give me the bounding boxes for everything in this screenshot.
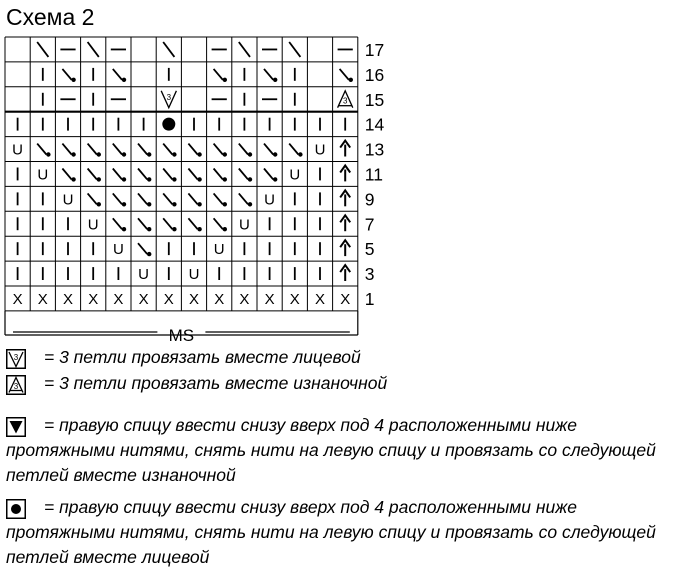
symbol-stroke bbox=[88, 169, 97, 180]
purl-3-together-icon bbox=[6, 375, 26, 395]
symbol-dot bbox=[122, 227, 126, 231]
yarn-over-slant bbox=[113, 218, 126, 231]
row-number: 13 bbox=[364, 139, 385, 160]
row-number: 11 bbox=[364, 164, 383, 185]
yarn-over-slant bbox=[214, 193, 227, 206]
symbol-letter: U bbox=[37, 166, 49, 184]
symbol-dot bbox=[223, 227, 227, 231]
legend-text-3-line-1: = правую спицу ввести снизу вверх под 4 расположенными ниже bbox=[44, 415, 577, 435]
yarn-over-slant bbox=[138, 169, 151, 182]
symbol-dot bbox=[97, 152, 101, 156]
cast-on-stitch bbox=[214, 291, 224, 308]
symbol-stroke bbox=[62, 144, 71, 155]
symbol-stroke bbox=[113, 218, 122, 229]
legend-text-3-line-2: протяжными нитями, снять нити на левую спицу и провязать со следующей bbox=[6, 440, 656, 460]
symbol-letter: X bbox=[314, 290, 326, 308]
cast-on-stitch bbox=[340, 291, 350, 308]
symbol-stroke bbox=[239, 42, 250, 57]
legend-text-2: = 3 петли провязать вместе изнаночной bbox=[44, 373, 388, 393]
yarn-over-slant bbox=[264, 144, 277, 157]
symbol-stroke bbox=[188, 218, 197, 229]
symbol-stroke bbox=[138, 243, 147, 254]
yarn-over-slant bbox=[113, 69, 126, 82]
slip-stitch bbox=[340, 166, 350, 182]
symbol-dot bbox=[147, 202, 151, 206]
purl-3-together bbox=[338, 91, 353, 108]
symbol-letter: U bbox=[87, 216, 99, 234]
symbol-dot bbox=[162, 118, 175, 131]
yarn-over bbox=[239, 216, 250, 233]
filled-dot-icon bbox=[6, 499, 26, 519]
left-decrease bbox=[289, 42, 300, 57]
symbol-dot bbox=[147, 177, 151, 181]
symbol-dot bbox=[349, 78, 353, 82]
symbol-stroke bbox=[163, 193, 172, 204]
symbol-stroke bbox=[188, 169, 197, 180]
symbol-dot bbox=[147, 227, 151, 231]
symbol-stroke bbox=[113, 69, 122, 80]
symbol-stroke bbox=[214, 193, 223, 204]
symbol-stroke bbox=[62, 69, 71, 80]
row-number: 14 bbox=[364, 114, 385, 135]
yarn-over-slant bbox=[62, 169, 75, 182]
symbol-letter: U bbox=[62, 191, 74, 209]
left-decrease bbox=[239, 42, 250, 57]
legend-text-3-line-3: петлей вместе изнаночной bbox=[6, 465, 236, 485]
yarn-over-slant bbox=[88, 169, 101, 182]
yarn-over-slant bbox=[88, 144, 101, 157]
yarn-over-slant bbox=[188, 193, 201, 206]
symbol-letter: X bbox=[62, 290, 74, 308]
symbol-letter: X bbox=[239, 290, 250, 308]
symbol-dot bbox=[172, 177, 176, 181]
symbol-stroke bbox=[163, 144, 172, 155]
symbol-letter: U bbox=[314, 141, 326, 159]
symbol-digit: 3 bbox=[166, 92, 172, 102]
symbol-dot bbox=[223, 177, 227, 181]
yarn-over-slant bbox=[113, 144, 126, 157]
symbol-dot bbox=[122, 152, 126, 156]
yarn-over-slant bbox=[239, 144, 252, 157]
symbol-stroke bbox=[113, 169, 122, 180]
symbol-letter: U bbox=[238, 216, 250, 234]
row-number: 5 bbox=[364, 239, 375, 260]
yarn-over-slant bbox=[289, 144, 302, 157]
cast-on-stitch bbox=[38, 291, 48, 308]
symbol-stroke bbox=[163, 218, 172, 229]
symbol-dot bbox=[197, 227, 201, 231]
symbol-stroke bbox=[214, 169, 223, 180]
symbol-stroke bbox=[163, 42, 174, 57]
yarn-over-slant bbox=[188, 144, 201, 157]
slip-stitch bbox=[340, 265, 350, 281]
cast-on-stitch bbox=[13, 291, 23, 308]
yarn-over-slant bbox=[113, 169, 126, 182]
row-number: 15 bbox=[364, 89, 385, 110]
symbol-dot bbox=[71, 177, 75, 181]
yarn-over-slant bbox=[138, 218, 151, 231]
row-number: 16 bbox=[364, 64, 385, 85]
cast-on-stitch bbox=[189, 291, 199, 308]
symbol-letter: U bbox=[188, 266, 200, 284]
symbol-stroke bbox=[138, 218, 147, 229]
symbol-dot bbox=[248, 152, 252, 156]
yarn-over-slant bbox=[163, 169, 176, 182]
symbol-stroke bbox=[188, 144, 197, 155]
symbol-letter: X bbox=[138, 290, 149, 308]
cast-on-stitch bbox=[139, 291, 149, 308]
symbol-dot bbox=[122, 202, 126, 206]
symbol-dot bbox=[172, 227, 176, 231]
left-decrease bbox=[37, 42, 48, 57]
symbol-letter: X bbox=[163, 290, 174, 308]
yarn-over-slant bbox=[214, 218, 227, 231]
cast-on-stitch bbox=[88, 291, 98, 308]
symbol-dot bbox=[197, 177, 201, 181]
yarn-over-slant bbox=[239, 193, 252, 206]
yarn-over-slant bbox=[188, 169, 201, 182]
symbol-stroke bbox=[289, 42, 300, 57]
yarn-over bbox=[264, 191, 275, 208]
knit-3-together bbox=[161, 91, 176, 108]
yarn-over-slant bbox=[62, 69, 75, 82]
symbol-dot bbox=[223, 152, 227, 156]
row-number: 17 bbox=[364, 39, 385, 60]
symbol-stroke bbox=[138, 144, 147, 155]
symbol-dot bbox=[298, 152, 302, 156]
yarn-over-slant bbox=[88, 193, 101, 206]
symbol-letter: U bbox=[12, 141, 24, 159]
yarn-over-slant bbox=[163, 144, 176, 157]
symbol-stroke bbox=[88, 193, 97, 204]
yarn-over bbox=[113, 241, 124, 258]
yarn-over-slant bbox=[163, 218, 176, 231]
yarn-over-slant bbox=[264, 169, 277, 182]
slip-stitch bbox=[340, 190, 350, 206]
symbol-dot bbox=[122, 78, 126, 82]
yarn-over bbox=[37, 166, 48, 183]
symbol-stroke bbox=[113, 193, 122, 204]
symbol-stroke bbox=[88, 42, 99, 57]
row-number: 9 bbox=[364, 189, 375, 210]
cast-on-stitch bbox=[290, 291, 300, 308]
yarn-over-slant bbox=[214, 69, 227, 82]
cast-on-stitch bbox=[63, 291, 73, 308]
symbol-dot bbox=[172, 152, 176, 156]
symbol-stroke bbox=[188, 193, 197, 204]
symbol-letter: X bbox=[264, 290, 275, 308]
purl-3-digit: 3 bbox=[13, 382, 19, 391]
cast-on-stitch bbox=[315, 291, 325, 308]
legend-text-4-line-2: протяжными нитями, снять нити на левую спицу и провязать со следующей bbox=[6, 522, 656, 542]
symbol-dot bbox=[97, 177, 101, 181]
symbol-dot bbox=[147, 152, 151, 156]
yarn-over-slant bbox=[62, 144, 75, 157]
yarn-over bbox=[289, 166, 300, 183]
yarn-over bbox=[63, 191, 74, 208]
slip-stitch bbox=[340, 141, 350, 157]
slip-stitch bbox=[340, 240, 350, 256]
chart-title: Схема 2 bbox=[6, 4, 95, 30]
yarn-over-slant bbox=[138, 193, 151, 206]
symbol-stroke bbox=[289, 144, 298, 155]
symbol-letter: U bbox=[112, 241, 124, 259]
symbol-letter: U bbox=[264, 191, 276, 209]
symbol-letter: X bbox=[113, 290, 124, 308]
symbol-stroke bbox=[37, 42, 48, 57]
yarn-over bbox=[214, 241, 225, 258]
legend-text-4-line-1: = правую спицу ввести снизу вверх под 4 расположенными ниже bbox=[44, 497, 577, 517]
row-number: 1 bbox=[364, 288, 375, 309]
symbol-dot bbox=[172, 202, 176, 206]
symbol-stroke bbox=[214, 69, 223, 80]
cast-on-stitch bbox=[164, 291, 174, 308]
yarn-over bbox=[315, 142, 326, 159]
yarn-over-slant bbox=[239, 169, 252, 182]
symbol-letter: U bbox=[289, 166, 301, 184]
yarn-over-slant bbox=[37, 144, 50, 157]
filled-triangle-icon bbox=[6, 417, 26, 437]
slip-stitch bbox=[340, 215, 350, 231]
row-number: 3 bbox=[364, 264, 375, 285]
knit-3-together-icon bbox=[6, 349, 26, 369]
knit-under-strands bbox=[162, 118, 175, 131]
yarn-over bbox=[12, 142, 23, 159]
symbol-stroke bbox=[113, 144, 122, 155]
symbol-dot bbox=[147, 252, 151, 256]
symbol-stroke bbox=[340, 69, 349, 80]
yarn-over bbox=[138, 266, 149, 283]
symbol-dot bbox=[273, 78, 277, 82]
cast-on-stitch bbox=[113, 291, 123, 308]
cast-on-stitch bbox=[239, 291, 249, 308]
row-number: 7 bbox=[364, 214, 375, 235]
symbol-stroke bbox=[239, 144, 248, 155]
symbol-dot bbox=[197, 152, 201, 156]
symbol-dot bbox=[248, 177, 252, 181]
yarn-over-slant bbox=[188, 218, 201, 231]
yarn-over bbox=[88, 216, 99, 233]
cast-on-stitch bbox=[265, 291, 275, 308]
yarn-over-slant bbox=[214, 169, 227, 182]
symbol-stroke bbox=[239, 169, 248, 180]
legend-text-4-line-3: петлей вместе лицевой bbox=[6, 547, 210, 567]
yarn-over-slant bbox=[138, 144, 151, 157]
symbol-dot bbox=[97, 202, 101, 206]
symbol-stroke bbox=[239, 193, 248, 204]
symbol-letter: U bbox=[213, 241, 225, 259]
knit-3-digit: 3 bbox=[13, 353, 19, 362]
symbol-letter: X bbox=[188, 290, 200, 308]
symbol-stroke bbox=[88, 144, 97, 155]
yarn-over-slant bbox=[163, 193, 176, 206]
symbol-dot bbox=[122, 177, 126, 181]
ms-label: MS bbox=[168, 326, 195, 345]
symbol-letter: X bbox=[88, 290, 99, 308]
symbol-dot bbox=[273, 177, 277, 181]
symbol-stroke bbox=[214, 218, 223, 229]
symbol-letter: U bbox=[138, 266, 150, 284]
symbol-stroke bbox=[37, 144, 46, 155]
symbol-dot bbox=[197, 202, 201, 206]
symbol-dot bbox=[248, 202, 252, 206]
legend-text-1: = 3 петли провязать вместе лицевой bbox=[44, 347, 361, 367]
symbol-stroke bbox=[264, 144, 273, 155]
yarn-over-slant bbox=[264, 69, 277, 82]
left-decrease bbox=[163, 42, 174, 57]
symbol-dot bbox=[273, 152, 277, 156]
symbol-dot bbox=[71, 152, 75, 156]
symbol-digit: 3 bbox=[342, 96, 348, 106]
left-decrease bbox=[88, 42, 99, 57]
symbol-stroke bbox=[163, 169, 172, 180]
yarn-over-slant bbox=[340, 69, 353, 82]
yarn-over-slant bbox=[113, 193, 126, 206]
symbol-stroke bbox=[264, 169, 273, 180]
symbol-dot bbox=[223, 78, 227, 82]
symbol-dot bbox=[46, 152, 50, 156]
symbol-stroke bbox=[138, 169, 147, 180]
yarn-over bbox=[189, 266, 200, 283]
symbol-letter: X bbox=[289, 290, 300, 308]
yarn-over-slant bbox=[214, 144, 227, 157]
symbol-letter: X bbox=[37, 290, 48, 308]
symbol-stroke bbox=[138, 193, 147, 204]
symbol-letter: X bbox=[12, 290, 23, 308]
symbol-dot bbox=[71, 78, 75, 82]
symbol-letter: X bbox=[214, 290, 225, 308]
symbol-stroke bbox=[62, 169, 71, 180]
symbol-stroke bbox=[214, 144, 223, 155]
symbol-letter: X bbox=[340, 290, 351, 308]
symbol-stroke bbox=[264, 69, 273, 80]
symbol-dot bbox=[223, 202, 227, 206]
yarn-over-slant bbox=[138, 243, 151, 256]
